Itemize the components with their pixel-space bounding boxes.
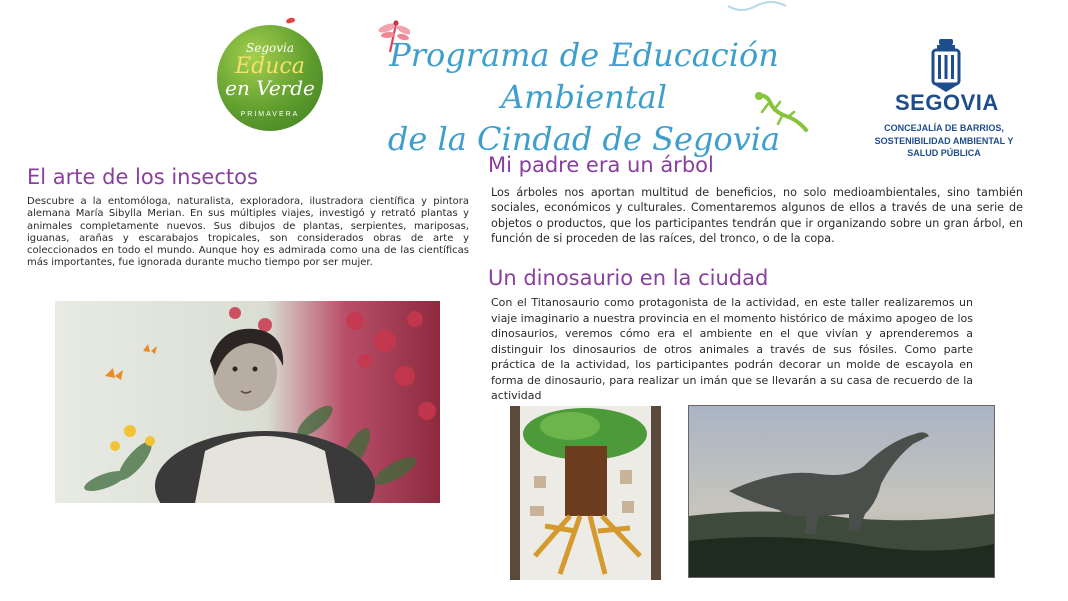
org-name: SEGOVIA — [895, 90, 999, 115]
logo-line-1: Segovia — [246, 41, 294, 55]
org-subtitle-line-3: SALUD PÚBLICA — [907, 148, 981, 158]
section-body-insects: Descubre a la entomóloga, naturalista, exploradora, ilustradora científica y pintora alemana María Sibylla Merian. En sus múltiples viajes, investigó y retrató plantas y animales completamente nuevos. Sus dibujos de plantas, serpientes, mariposas, iguanas, arañas y escarabajos tropicales, son considerados obras de arte y coleccionados en todo el mundo. Aunque hoy es admirada como una de las científicas más importantes, fue ignorada durante mucho tiempo por ser mujer. — [27, 196, 469, 269]
program-title-line-2: de la Cindad de Segovia — [387, 120, 781, 158]
merian-portrait-image — [55, 301, 440, 503]
logo-line-2: Educa — [235, 54, 305, 79]
program-title-line-1: Programa de Educación Ambiental — [389, 36, 779, 116]
lizard-icon — [752, 90, 808, 134]
logo-line-3: en Verde — [225, 76, 315, 100]
titanosaur-image — [688, 405, 995, 578]
org-subtitle-line-1: CONCEJALÍA DE BARRIOS, — [884, 123, 1004, 133]
org-subtitle — [858, 122, 1030, 160]
section-title-tree: Mi padre era un árbol — [488, 153, 714, 177]
bird-icon — [286, 17, 296, 24]
segovia-educa-en-verde-logo — [217, 25, 323, 131]
segovia-coat-of-arms-icon — [930, 37, 962, 93]
decorative-shape-icon — [726, 0, 788, 12]
section-title-dino: Un dinosaurio en la ciudad — [488, 266, 769, 290]
section-body-dino: Con el Titanosaurio como protagonista de la actividad, en este taller realizaremos un viaje imaginario a nuestra provincia en el momento histórico de máximo apogeo de los dinosaurios, veremos cómo era el ambiente en el que vivían y aprenderemos a distinguir los dinosaurios de otros animales a través de sus fósiles. Como parte práctica de la actividad, los participantes podrán decorar un molde de escayola en forma de dinosaurio, para realizar un imán que se llevarán a su casa de recuerdo de la actividad — [491, 296, 973, 402]
org-subtitle-line-2: SOSTENIBILIDAD AMBIENTAL Y — [874, 135, 1014, 146]
section-body-tree: Los árboles nos aportan multitud de beneficios, no solo medioambientales, sino también sociales, económicos y culturales. Comentaremos algunos de ellos a través de una serie de objetos o productos, que los participantes tendrán que ir organizando sobre un gran árbol, en función de si proceden de las raíces, del tronco, o de la copa. — [491, 186, 1023, 245]
section-title-insects: El arte de los insectos — [27, 165, 258, 189]
logo-line-4: PRIMAVERA — [240, 111, 300, 118]
tree-activity-photo — [510, 406, 661, 580]
